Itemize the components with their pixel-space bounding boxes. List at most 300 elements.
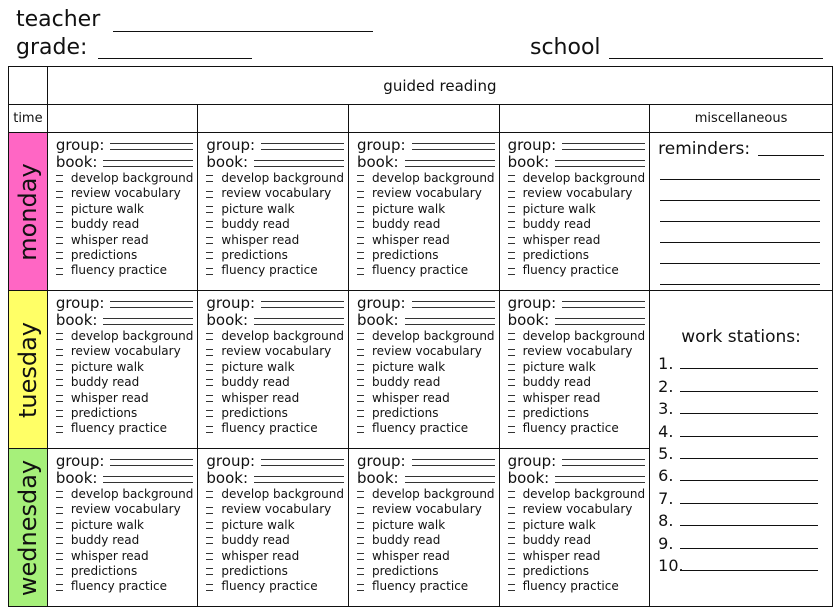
- group-cell[interactable]: [198, 291, 349, 449]
- activity-item: [508, 171, 646, 186]
- checkbox-line[interactable]: [508, 491, 515, 498]
- activity-item: [56, 171, 194, 186]
- activity-item: [508, 375, 646, 390]
- write-line[interactable]: [660, 222, 820, 243]
- activity-item: [357, 329, 495, 344]
- book-line[interactable]: [103, 160, 193, 167]
- checkbox-line[interactable]: [357, 410, 364, 417]
- checkbox-line[interactable]: [508, 553, 515, 560]
- checkbox-line[interactable]: [508, 507, 515, 514]
- activity-label: develop background: [70, 329, 194, 343]
- checkbox-line[interactable]: [206, 379, 213, 386]
- activity-label: predictions: [522, 247, 590, 262]
- activity-label: review vocabulary: [522, 344, 633, 359]
- book-label: book:: [507, 469, 550, 487]
- group-cell[interactable]: [198, 449, 349, 607]
- activity-item: [56, 329, 194, 344]
- checkbox-line[interactable]: [56, 522, 63, 529]
- activity-item: [357, 564, 495, 579]
- book-label: book:: [206, 311, 249, 329]
- book-row: [357, 312, 495, 329]
- activity-item: [56, 202, 194, 217]
- activity-label: fluency practice: [221, 263, 318, 278]
- group-row: [357, 453, 495, 470]
- checkbox-line[interactable]: [206, 364, 213, 371]
- activity-label: buddy read: [221, 533, 290, 548]
- activity-label: review vocabulary: [221, 502, 332, 517]
- book-line[interactable]: [555, 318, 645, 325]
- work-station-number: 7.: [658, 488, 674, 508]
- activity-label: develop background: [221, 171, 344, 185]
- checkbox-line[interactable]: [508, 584, 515, 591]
- activity-item: [508, 487, 646, 502]
- checkbox-line[interactable]: [508, 252, 515, 259]
- checkbox-line[interactable]: [357, 252, 364, 259]
- checkbox-line[interactable]: [56, 584, 63, 591]
- activity-item: [508, 217, 646, 232]
- checkbox-line[interactable]: [508, 191, 515, 198]
- write-line[interactable]: [660, 180, 820, 201]
- activity-label: fluency practice: [522, 421, 619, 436]
- checkbox-line[interactable]: [206, 568, 213, 575]
- checkbox-line[interactable]: [357, 175, 364, 182]
- checkbox-line[interactable]: [357, 491, 364, 498]
- checkbox-line[interactable]: [508, 410, 515, 417]
- checkbox-line[interactable]: [357, 191, 364, 198]
- book-line[interactable]: [405, 318, 495, 325]
- checkbox-line[interactable]: [357, 206, 364, 213]
- group-label: group:: [55, 452, 105, 470]
- group-cell[interactable]: [198, 133, 349, 291]
- checkbox-line[interactable]: [357, 426, 364, 433]
- activity-item: [56, 375, 194, 390]
- work-station-item: [658, 463, 824, 485]
- activity-label: develop background: [371, 171, 495, 185]
- activity-item: [206, 502, 344, 517]
- activity-item: [357, 186, 495, 201]
- activity-label: develop background: [371, 487, 495, 501]
- activity-item: [357, 233, 495, 248]
- activity-item: [56, 233, 194, 248]
- activity-label: buddy read: [70, 217, 140, 232]
- reminders-row: [658, 139, 824, 159]
- activity-label: predictions: [221, 247, 288, 262]
- checkbox-line[interactable]: [357, 568, 364, 575]
- work-station-item: [658, 508, 824, 530]
- work-station-line[interactable]: [680, 458, 818, 459]
- checkbox-line[interactable]: [56, 395, 63, 402]
- checkbox-line[interactable]: [206, 221, 213, 228]
- activity-item: [56, 579, 194, 594]
- checkbox-line[interactable]: [357, 522, 364, 529]
- activity-item: [206, 202, 344, 217]
- activity-label: review vocabulary: [221, 186, 332, 201]
- checkbox-line[interactable]: [56, 364, 63, 371]
- checkbox-line[interactable]: [206, 191, 213, 198]
- checkbox-line[interactable]: [357, 507, 364, 514]
- activity-item: [56, 406, 194, 421]
- activity-label: predictions: [371, 405, 439, 420]
- book-line[interactable]: [254, 476, 344, 483]
- checkbox-line[interactable]: [508, 537, 515, 544]
- book-line[interactable]: [405, 476, 495, 483]
- activity-item: [508, 186, 646, 201]
- group-line[interactable]: [562, 459, 645, 466]
- book-label: book:: [507, 311, 550, 329]
- group-cell[interactable]: [47, 291, 198, 449]
- school-line[interactable]: [609, 58, 823, 59]
- activity-label: review vocabulary: [522, 502, 633, 517]
- activity-label: fluency practice: [522, 263, 619, 278]
- checkbox-line[interactable]: [206, 410, 213, 417]
- activity-label: picture walk: [371, 359, 446, 374]
- activity-label: buddy read: [522, 375, 591, 390]
- book-label: book:: [55, 311, 98, 329]
- group-cell[interactable]: [499, 291, 650, 449]
- group-row: [206, 137, 344, 154]
- write-line[interactable]: [660, 243, 820, 264]
- checkbox-line[interactable]: [508, 379, 515, 386]
- activity-item: [206, 421, 344, 436]
- activity-label: predictions: [70, 247, 138, 262]
- reminders-label: reminders:: [658, 139, 751, 159]
- checkbox-line[interactable]: [206, 491, 213, 498]
- checkbox-line[interactable]: [508, 522, 515, 529]
- book-row: [56, 470, 194, 487]
- book-label: book:: [55, 153, 98, 171]
- day-tuesday: [9, 291, 48, 449]
- checkbox-line[interactable]: [206, 206, 213, 213]
- activity-label: whisper read: [221, 232, 300, 247]
- activity-label: predictions: [221, 563, 288, 578]
- checkbox-line[interactable]: [206, 237, 213, 244]
- checkbox-line[interactable]: [357, 237, 364, 244]
- work-station-number: 1.: [658, 354, 674, 374]
- checkbox-line[interactable]: [56, 175, 63, 182]
- write-line[interactable]: [660, 159, 820, 180]
- activity-label: fluency practice: [221, 421, 318, 436]
- activity-item: [56, 421, 194, 436]
- group-row: [508, 295, 646, 312]
- activity-item: [56, 248, 194, 263]
- checkbox-line[interactable]: [206, 426, 213, 433]
- book-label: book:: [507, 153, 550, 171]
- checkbox-line[interactable]: [508, 221, 515, 228]
- checkbox-line[interactable]: [357, 221, 364, 228]
- book-line[interactable]: [405, 160, 495, 167]
- group-row: [56, 295, 194, 312]
- checkbox-line[interactable]: [508, 175, 515, 182]
- group-line[interactable]: [110, 143, 193, 150]
- checkbox-line[interactable]: [206, 333, 213, 340]
- book-label: book:: [356, 469, 399, 487]
- group-label: group:: [507, 136, 557, 154]
- checkbox-line[interactable]: [206, 522, 213, 529]
- checkbox-line[interactable]: [357, 349, 364, 356]
- activity-item: [357, 421, 495, 436]
- activity-item: [206, 360, 344, 375]
- book-line[interactable]: [103, 318, 193, 325]
- activity-item: [357, 217, 495, 232]
- activity-label: review vocabulary: [371, 344, 482, 359]
- group-label: group:: [356, 452, 406, 470]
- group-header-cell: [499, 105, 650, 133]
- activity-item: [206, 329, 344, 344]
- day-label: wednesday: [13, 459, 42, 596]
- group-line[interactable]: [412, 143, 495, 150]
- table-title: guided reading: [47, 67, 832, 105]
- activity-label: buddy read: [522, 533, 591, 548]
- activity-item: [508, 421, 646, 436]
- activity-label: predictions: [70, 563, 138, 578]
- checkbox-line[interactable]: [508, 349, 515, 356]
- activity-item: [206, 263, 344, 278]
- book-row: [206, 154, 344, 171]
- book-row: [56, 154, 194, 171]
- activity-item: [357, 549, 495, 564]
- checkbox-line[interactable]: [56, 206, 63, 213]
- group-line[interactable]: [562, 301, 645, 308]
- activity-item: [206, 487, 344, 502]
- activity-label: whisper read: [522, 390, 601, 405]
- checkbox-line[interactable]: [206, 537, 213, 544]
- book-row: [357, 154, 495, 171]
- activity-label: fluency practice: [371, 421, 469, 436]
- book-row: [508, 154, 646, 171]
- work-station-line[interactable]: [680, 480, 818, 481]
- checkbox-line[interactable]: [56, 568, 63, 575]
- activity-item: [56, 549, 194, 564]
- work-station-number: 5.: [658, 443, 674, 463]
- book-line[interactable]: [254, 160, 344, 167]
- activity-label: predictions: [70, 405, 138, 420]
- group-label: group:: [356, 136, 406, 154]
- activity-label: review vocabulary: [371, 186, 482, 201]
- checkbox-line[interactable]: [56, 379, 63, 386]
- activity-item: [206, 375, 344, 390]
- school-label: school: [530, 35, 601, 60]
- work-station-line[interactable]: [680, 391, 818, 392]
- checkbox-line[interactable]: [508, 395, 515, 402]
- activity-item: [508, 360, 646, 375]
- checkbox-line[interactable]: [206, 252, 213, 259]
- checkbox-line[interactable]: [56, 491, 63, 498]
- reminders-line[interactable]: [758, 155, 824, 156]
- write-line[interactable]: [660, 264, 820, 285]
- activity-item: [56, 186, 194, 201]
- work-station-line[interactable]: [680, 503, 818, 504]
- checkbox-line[interactable]: [508, 364, 515, 371]
- group-row: [508, 137, 646, 154]
- activity-label: fluency practice: [522, 579, 619, 594]
- activity-item: [508, 533, 646, 548]
- work-station-item: [658, 373, 824, 395]
- activity-item: [206, 217, 344, 232]
- checkbox-line[interactable]: [357, 395, 364, 402]
- checkbox-line[interactable]: [508, 568, 515, 575]
- book-label: book:: [206, 469, 249, 487]
- activity-label: develop background: [70, 487, 194, 501]
- book-label: book:: [55, 469, 98, 487]
- work-station-item: [658, 351, 824, 373]
- work-station-line[interactable]: [680, 525, 818, 526]
- checkbox-line[interactable]: [56, 268, 63, 275]
- book-line[interactable]: [103, 476, 193, 483]
- activity-label: picture walk: [522, 201, 596, 216]
- group-cell[interactable]: [499, 449, 650, 607]
- activity-item: [206, 518, 344, 533]
- activity-item: [357, 248, 495, 263]
- activity-item: [56, 533, 194, 548]
- activity-item: [508, 263, 646, 278]
- checkbox-line[interactable]: [508, 268, 515, 275]
- checkbox-line[interactable]: [56, 553, 63, 560]
- activity-label: review vocabulary: [70, 344, 181, 359]
- checkbox-line[interactable]: [56, 349, 63, 356]
- activity-label: whisper read: [522, 232, 601, 247]
- activity-label: develop background: [522, 171, 646, 185]
- group-row: [508, 453, 646, 470]
- activity-item: [357, 202, 495, 217]
- work-station-number: 2.: [658, 376, 674, 396]
- day-wednesday: [9, 449, 48, 607]
- checkbox-line[interactable]: [206, 553, 213, 560]
- group-label: group:: [206, 452, 256, 470]
- activity-label: buddy read: [221, 217, 290, 232]
- activity-label: review vocabulary: [70, 502, 181, 517]
- activity-item: [206, 186, 344, 201]
- work-station-line[interactable]: [680, 368, 818, 369]
- checkbox-line[interactable]: [56, 237, 63, 244]
- book-row: [206, 470, 344, 487]
- activity-label: picture walk: [371, 517, 446, 532]
- checkbox-line[interactable]: [206, 507, 213, 514]
- group-cell[interactable]: [348, 133, 499, 291]
- checkbox-line[interactable]: [357, 553, 364, 560]
- group-line[interactable]: [412, 301, 495, 308]
- group-cell[interactable]: [47, 133, 198, 291]
- checkbox-line[interactable]: [56, 507, 63, 514]
- book-line[interactable]: [555, 476, 645, 483]
- activity-label: fluency practice: [70, 263, 168, 278]
- activity-label: picture walk: [522, 359, 596, 374]
- checkbox-line[interactable]: [56, 252, 63, 259]
- group-label: group:: [356, 294, 406, 312]
- header-blank-cell: [9, 67, 48, 105]
- group-line[interactable]: [412, 459, 495, 466]
- activity-label: picture walk: [70, 517, 145, 532]
- checkbox-line[interactable]: [56, 410, 63, 417]
- group-row: [206, 295, 344, 312]
- activity-label: fluency practice: [70, 421, 168, 436]
- checkbox-line[interactable]: [56, 191, 63, 198]
- work-station-number: 10.: [658, 555, 684, 575]
- group-line[interactable]: [562, 143, 645, 150]
- group-cell[interactable]: [47, 449, 198, 607]
- checkbox-line[interactable]: [357, 268, 364, 275]
- activity-item: [56, 217, 194, 232]
- group-cell[interactable]: [499, 133, 650, 291]
- group-line[interactable]: [261, 143, 344, 150]
- activity-item: [56, 502, 194, 517]
- group-cell[interactable]: [348, 449, 499, 607]
- checkbox-line[interactable]: [357, 333, 364, 340]
- time-label: time: [9, 105, 48, 133]
- activity-label: review vocabulary: [70, 186, 181, 201]
- work-station-number: 9.: [658, 533, 674, 553]
- activity-label: picture walk: [371, 201, 446, 216]
- activity-label: buddy read: [371, 533, 441, 548]
- activity-item: [357, 171, 495, 186]
- book-label: book:: [356, 153, 399, 171]
- day-label: tuesday: [13, 321, 42, 418]
- activity-label: develop background: [221, 329, 344, 343]
- work-station-line[interactable]: [680, 570, 818, 571]
- activity-item: [508, 406, 646, 421]
- work-station-item: [658, 441, 824, 463]
- checkbox-line[interactable]: [206, 268, 213, 275]
- checkbox-line[interactable]: [357, 584, 364, 591]
- activity-item: [357, 360, 495, 375]
- checkbox-line[interactable]: [357, 537, 364, 544]
- checkbox-line[interactable]: [508, 206, 515, 213]
- book-line[interactable]: [555, 160, 645, 167]
- grade-line[interactable]: [98, 58, 252, 59]
- group-row: [357, 295, 495, 312]
- checkbox-line[interactable]: [508, 237, 515, 244]
- book-line[interactable]: [254, 318, 344, 325]
- activity-label: buddy read: [221, 375, 290, 390]
- group-cell[interactable]: [348, 291, 499, 449]
- work-station-line[interactable]: [680, 413, 818, 414]
- group-line[interactable]: [110, 459, 193, 466]
- checkbox-line[interactable]: [357, 379, 364, 386]
- work-station-item: [658, 485, 824, 507]
- activity-label: whisper read: [522, 548, 601, 563]
- activity-item: [508, 344, 646, 359]
- day-label: monday: [13, 162, 42, 261]
- checkbox-line[interactable]: [56, 537, 63, 544]
- activity-label: whisper read: [371, 390, 450, 405]
- work-station-line[interactable]: [680, 548, 818, 549]
- teacher-label: teacher: [16, 7, 101, 32]
- group-line[interactable]: [261, 301, 344, 308]
- checkbox-line[interactable]: [56, 426, 63, 433]
- activity-item: [357, 391, 495, 406]
- group-line[interactable]: [261, 459, 344, 466]
- checkbox-line[interactable]: [508, 333, 515, 340]
- activity-label: develop background: [371, 329, 495, 343]
- checkbox-line[interactable]: [206, 349, 213, 356]
- work-station-item: [658, 530, 824, 552]
- checkbox-line[interactable]: [357, 364, 364, 371]
- activity-label: fluency practice: [371, 263, 469, 278]
- checkbox-line[interactable]: [206, 395, 213, 402]
- checkbox-line[interactable]: [56, 333, 63, 340]
- checkbox-line[interactable]: [508, 426, 515, 433]
- checkbox-line[interactable]: [206, 584, 213, 591]
- checkbox-line[interactable]: [56, 221, 63, 228]
- activity-item: [206, 564, 344, 579]
- activity-item: [508, 518, 646, 533]
- checkbox-line[interactable]: [206, 175, 213, 182]
- work-station-line[interactable]: [680, 436, 818, 437]
- activity-item: [357, 263, 495, 278]
- activity-label: buddy read: [70, 533, 140, 548]
- write-line[interactable]: [660, 201, 820, 222]
- group-line[interactable]: [110, 301, 193, 308]
- teacher-line[interactable]: [113, 31, 373, 32]
